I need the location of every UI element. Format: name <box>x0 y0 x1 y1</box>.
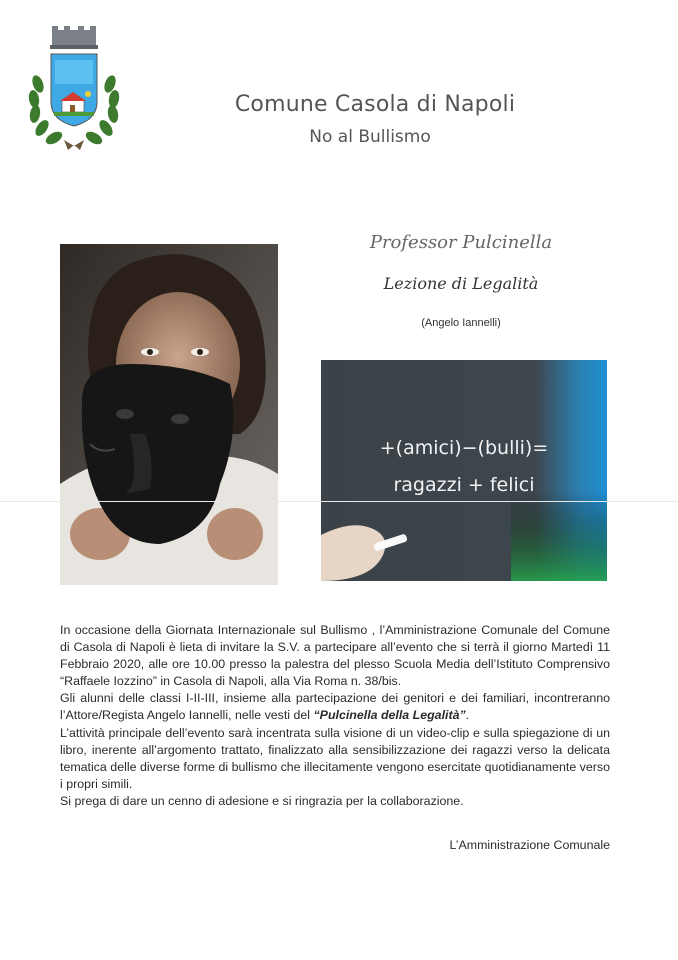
paragraph-participants-end: . <box>465 708 470 723</box>
chalkboard-line-1: +(amici)−(bulli)= <box>379 437 549 459</box>
chalkboard-line-2: ragazzi + felici <box>393 474 535 496</box>
paragraph-activity: L’attività principale dell’evento sarà incentrata sulla visione di un video-clip e sulla spiegazione di un libro, inerente all’argomento trattato, finalizzato alla sensibilizzazione dei ragazzi verso la delicata tematica delle diverse forme di bullismo che illecitamente vengono esercitate quotidianamente verso i propri simili. <box>60 725 610 791</box>
page-title: Comune Casola di Napoli <box>234 92 516 117</box>
paragraph-closing: Si prega di dare un cenno di adesione e si ringrazia per la collaborazione. <box>60 793 464 808</box>
chalkboard-image <box>321 360 607 581</box>
page-subtitle: No al Bullismo <box>309 127 431 147</box>
paragraph-participants-text: Gli alunni delle classi I-II-III, insieme alla partecipazione dei genitori e dei familiari, incontreranno l’Attore/Regista Angelo Iannelli, nelle vesti del <box>60 691 610 723</box>
paragraph-intro: In occasione della Giornata Internazionale sul Bullismo , l’Amministrazione Comunale del Comune di Casola di Napoli è lieta di invitare la S.V. a partecipare all’evento che si terrà il giorno Martedì 11 Febbraio 2020, alle ore 10.00 presso la palestra del plesso Scuola Media dell’Istituto Comprensivo “Raffaele Iozzino” in Casola di Napoli, alla Via Roma n. 38/bis. <box>60 623 610 689</box>
coat-of-arms-icon <box>24 24 124 152</box>
pulcinella-emphasis: “Pulcinella della Legalità” <box>313 708 466 723</box>
actor-photo <box>60 244 278 585</box>
signature: L’Amministrazione Comunale <box>449 838 610 852</box>
invitation-body <box>60 622 610 810</box>
paragraph-participants <box>60 690 610 724</box>
event-professor: Professor Pulcinella <box>369 232 553 253</box>
event-lesson: Lezione di Legalità <box>383 274 539 293</box>
scan-artifact-line <box>0 501 678 502</box>
event-author: (Angelo Iannelli) <box>421 317 501 329</box>
